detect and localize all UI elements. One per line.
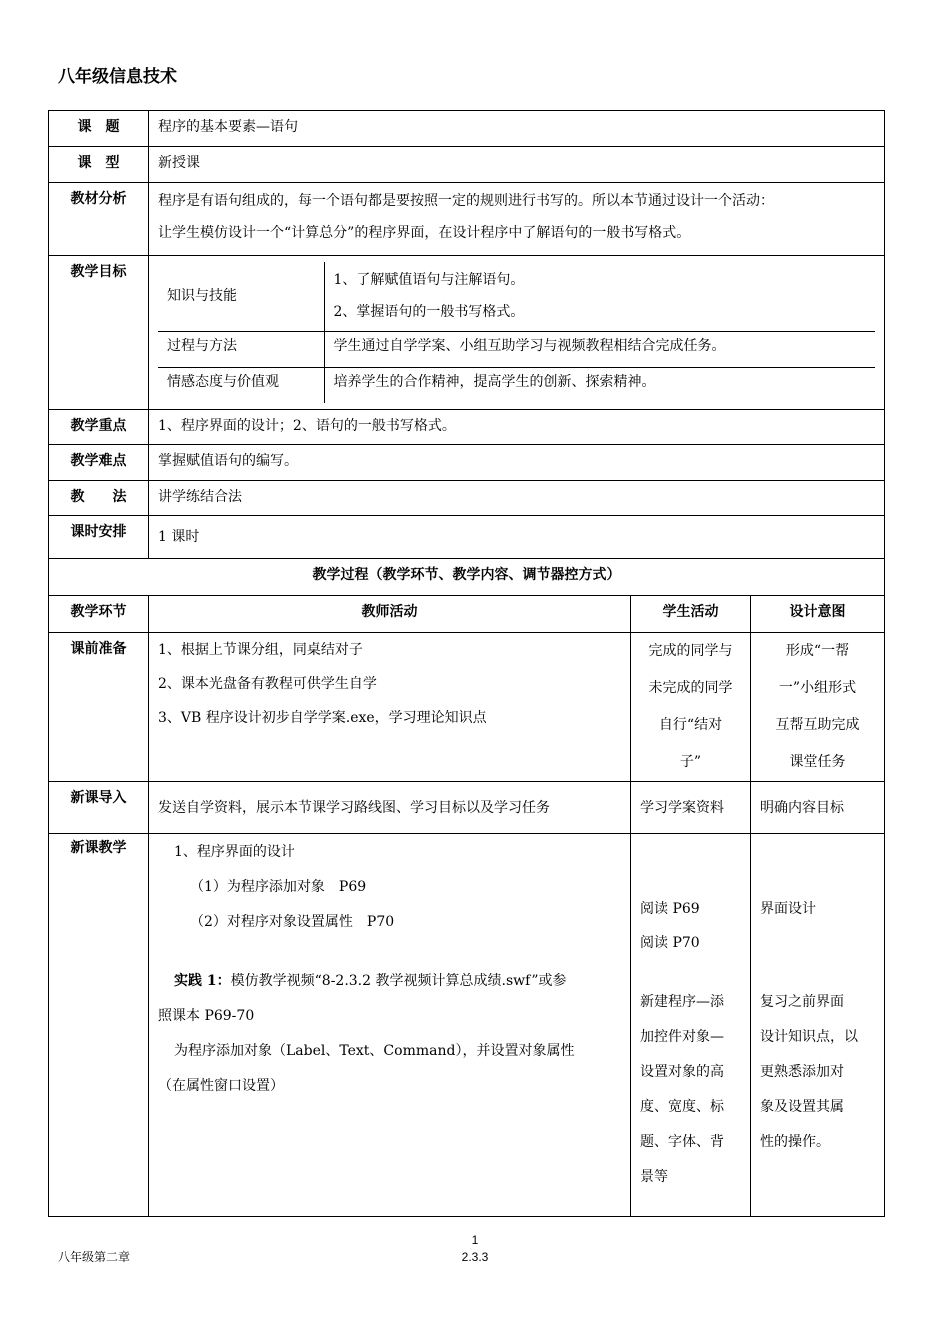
analysis-value xyxy=(149,183,885,256)
teaching-intent-line-2: 设计知识点，以 xyxy=(760,1029,858,1045)
analysis-label: 教材分析 xyxy=(49,183,149,256)
prep-teacher-item-3: 3、VB 程序设计初步自学学案.exe，学习理论知识点 xyxy=(158,710,487,726)
prep-intent-line-2: 一”小组形式 xyxy=(778,680,857,696)
teaching-intent-line-5: 性的操作。 xyxy=(760,1134,830,1150)
hours-label: 课时安排 xyxy=(49,516,149,559)
prep-intent-line-1: 形成“一帮 xyxy=(785,643,850,659)
hours-value: 1 课时 xyxy=(149,516,885,559)
footer-chapter: 八年级第二章 xyxy=(58,1250,131,1264)
row-prep xyxy=(49,633,885,782)
prep-student-line-3: 自行“结对 xyxy=(658,717,723,733)
process-header-row xyxy=(49,596,885,633)
practice-text: 模仿教学视频“8-2.3.2 教学视频计算总成绩.swf”或参 xyxy=(230,973,567,989)
teaching-label: 新课教学 xyxy=(49,834,149,1217)
prep-intent-line-4: 课堂任务 xyxy=(789,754,846,770)
teaching-intent-line-3: 更熟悉添加对 xyxy=(760,1064,844,1080)
page-number: 1 xyxy=(471,1233,479,1247)
goal-knowledge-value xyxy=(324,262,875,331)
type-label: 课 型 xyxy=(49,147,149,183)
intro-student: 学习学案资料 xyxy=(631,782,751,834)
method-value: 讲学练结合法 xyxy=(149,481,885,516)
goal-knowledge-item-2: 2、掌握语句的一般书写格式。 xyxy=(333,304,525,320)
intro-intent: 明确内容目标 xyxy=(751,782,885,834)
teaching-student-line-6: 景等 xyxy=(640,1169,668,1185)
goal-process-value: 学生通过自学学案、小组互助学习与视频教程相结合完成任务。 xyxy=(324,331,875,367)
practice-label: 实践 1： xyxy=(174,973,231,989)
teaching-student-line-1: 新建程序—添 xyxy=(640,994,724,1010)
col-header-teacher: 教师活动 xyxy=(149,596,631,633)
goals-subtable-cell xyxy=(149,256,885,410)
difficulty-label: 教学难点 xyxy=(49,445,149,481)
row-process-title xyxy=(49,559,885,596)
row-analysis xyxy=(49,183,885,256)
teaching-item-1: 1、程序界面的设计 xyxy=(174,844,295,860)
teaching-intent-line-4: 象及设置其属 xyxy=(760,1099,844,1115)
prep-student-line-4: 子” xyxy=(679,754,702,770)
row-key-points xyxy=(49,410,885,445)
goals-subtable xyxy=(158,262,875,403)
topic-label: 课 题 xyxy=(49,111,149,147)
row-topic xyxy=(49,111,885,147)
teaching-student xyxy=(631,834,751,1217)
key-points-label: 教学重点 xyxy=(49,410,149,445)
teaching-item-3: （2）对程序对象设置属性 P70 xyxy=(190,914,395,930)
row-hours xyxy=(49,516,885,559)
teaching-teacher xyxy=(149,834,631,1217)
teaching-student-line-5: 题、字体、背 xyxy=(640,1134,724,1150)
goal-knowledge-item-1: 1、了解赋值语句与注解语句。 xyxy=(333,272,525,288)
row-teaching xyxy=(49,834,885,1217)
prep-teacher xyxy=(149,633,631,782)
prep-teacher-item-1: 1、根据上节课分组，同桌结对子 xyxy=(158,642,363,658)
teaching-student-read-1: 阅读 P69 xyxy=(640,901,700,917)
prep-student xyxy=(631,633,751,782)
row-difficulty xyxy=(49,445,885,481)
teaching-item-5: （在属性窗口设置） xyxy=(158,1078,284,1094)
teaching-intent xyxy=(751,834,885,1217)
prep-intent xyxy=(751,633,885,782)
teaching-item-4: 为程序添加对象（Label、Text、Command），并设置对象属性 xyxy=(174,1043,575,1059)
teaching-student-read-2: 阅读 P70 xyxy=(640,935,700,951)
teaching-intent-line-1: 复习之前界面 xyxy=(760,994,844,1010)
analysis-line-1: 程序是有语句组成的，每一个语句都是要按照一定的规则进行书写的。所以本节通过设计一个活动： xyxy=(158,193,774,209)
goals-label: 教学目标 xyxy=(49,256,149,410)
prep-student-line-1: 完成的同学与 xyxy=(648,643,733,659)
col-header-intent: 设计意图 xyxy=(751,596,885,633)
intro-teacher: 发送自学资料，展示本节课学习路线图、学习目标以及学习任务 xyxy=(149,782,631,834)
prep-intent-line-3: 互帮互助完成 xyxy=(775,717,860,733)
type-value: 新授课 xyxy=(149,147,885,183)
row-method xyxy=(49,481,885,516)
teaching-student-line-2: 加控件对象— xyxy=(640,1029,724,1045)
page-section: 2.3.3 xyxy=(461,1250,489,1264)
intro-label: 新课导入 xyxy=(49,782,149,834)
difficulty-value: 掌握赋值语句的编写。 xyxy=(149,445,885,481)
practice-text-2: 照课本 P69-70 xyxy=(158,1008,255,1024)
topic-value: 程序的基本要素—语句 xyxy=(149,111,885,147)
row-type xyxy=(49,147,885,183)
key-points-value: 1、程序界面的设计；2、语句的一般书写格式。 xyxy=(149,410,885,445)
document-title: 八年级信息技术 xyxy=(58,67,177,87)
goal-attitude-label: 情感态度与价值观 xyxy=(158,367,324,403)
lesson-plan-table xyxy=(48,110,885,1217)
practice-1 xyxy=(158,964,621,999)
prep-label: 课前准备 xyxy=(49,633,149,782)
prep-student-line-2: 未完成的同学 xyxy=(648,680,733,696)
goal-attitude-row xyxy=(158,367,875,403)
teaching-item-2: （1）为程序添加对象 P69 xyxy=(190,879,367,895)
row-intro xyxy=(49,782,885,834)
teaching-intent-title: 界面设计 xyxy=(760,901,816,917)
teaching-student-line-3: 设置对象的高 xyxy=(640,1064,724,1080)
row-goals xyxy=(49,256,885,410)
goal-attitude-value: 培养学生的合作精神，提高学生的创新、探索精神。 xyxy=(333,373,656,390)
goal-process-row xyxy=(158,331,875,367)
goal-process-label: 过程与方法 xyxy=(158,331,324,367)
prep-teacher-item-2: 2、课本光盘备有教程可供学生自学 xyxy=(158,676,377,692)
analysis-line-2: 让学生模仿设计一个“计算总分”的程序界面，在设计程序中了解语句的一般书写格式。 xyxy=(158,225,691,241)
teaching-student-line-4: 度、宽度、标 xyxy=(640,1099,724,1115)
col-header-stage: 教学环节 xyxy=(49,596,149,633)
goal-knowledge-row xyxy=(158,262,875,331)
col-header-student: 学生活动 xyxy=(631,596,751,633)
method-label: 教 法 xyxy=(49,481,149,516)
goal-knowledge-label: 知识与技能 xyxy=(158,262,324,331)
process-title: 教学过程（教学环节、教学内容、调节器控方式） xyxy=(49,559,885,596)
